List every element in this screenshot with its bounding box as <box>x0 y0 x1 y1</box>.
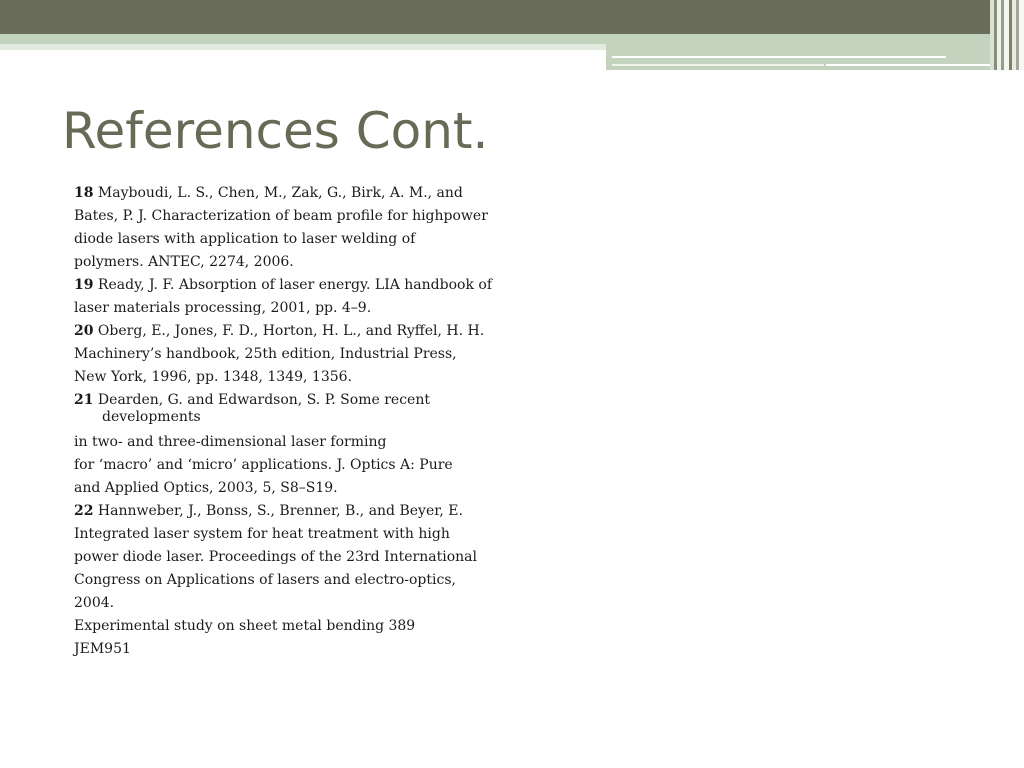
reference-text: Mayboudi, L. S., Chen, M., Zak, G., Birk, A. M., and <box>93 185 463 201</box>
reference-text: and Applied Optics, 2003, 5, S8–S19. <box>74 480 338 496</box>
reference-line <box>74 546 504 569</box>
reference-text: Integrated laser system for heat treatment with high <box>74 526 450 542</box>
slide-title: References Cont. <box>62 102 489 160</box>
reference-text: diode lasers with application to laser welding of <box>74 231 416 247</box>
reference-text: Ready, J. F. Absorption of laser energy. LIA handbook of <box>93 277 492 293</box>
header-green-bar <box>0 34 1024 44</box>
reference-text: Bates, P. J. Characterization of beam profile for highpower <box>74 208 488 224</box>
reference-line <box>74 569 504 592</box>
reference-line <box>74 366 504 389</box>
header-accent-line <box>826 64 1006 66</box>
reference-text: Oberg, E., Jones, F. D., Horton, H. L., and Ryffel, H. H. <box>93 323 485 339</box>
reference-text: Congress on Applications of lasers and electro-optics, <box>74 572 456 588</box>
header-accent-line <box>612 56 946 58</box>
reference-text: Experimental study on sheet metal bending 389 <box>74 618 416 634</box>
reference-text: 2004. <box>74 595 115 611</box>
reference-text: polymers. ANTEC, 2274, 2006. <box>74 254 294 270</box>
reference-line <box>74 251 504 274</box>
reference-line <box>74 431 504 454</box>
reference-line <box>74 638 504 661</box>
reference-text: Hannweber, J., Bonss, S., Brenner, B., and Beyer, E. <box>93 503 463 519</box>
reference-line <box>74 274 504 297</box>
reference-text: power diode laser. Proceedings of the 23rd International <box>74 549 477 565</box>
reference-list <box>74 182 504 661</box>
header-accent-line <box>612 64 824 66</box>
header-stripes <box>990 0 1024 70</box>
reference-text: in two- and three-dimensional laser forming <box>74 434 387 450</box>
reference-line <box>74 297 504 320</box>
reference-line <box>74 477 504 500</box>
reference-text: developments <box>102 409 201 425</box>
reference-text: for ‘macro’ and ‘micro’ applications. J. Optics A: Pure <box>74 457 453 473</box>
header-dark-bar <box>0 0 1024 34</box>
reference-number: 22 <box>74 503 94 519</box>
header-pale-bar <box>0 44 606 50</box>
reference-line <box>74 343 504 366</box>
reference-number: 20 <box>74 323 94 339</box>
reference-line <box>74 500 504 523</box>
reference-text: laser materials processing, 2001, pp. 4–9. <box>74 300 372 316</box>
reference-line <box>74 228 504 251</box>
reference-line <box>74 592 504 615</box>
reference-line <box>74 615 504 638</box>
reference-text: JEM951 <box>74 641 131 657</box>
reference-line <box>74 523 504 546</box>
reference-line <box>74 320 504 343</box>
reference-text: Dearden, G. and Edwardson, S. P. Some recent <box>93 392 430 408</box>
reference-text: Machinery’s handbook, 25th edition, Industrial Press, <box>74 346 457 362</box>
reference-line <box>74 205 504 228</box>
reference-number: 21 <box>74 392 94 408</box>
reference-number: 18 <box>74 185 94 201</box>
reference-number: 19 <box>74 277 94 293</box>
reference-text: New York, 1996, pp. 1348, 1349, 1356. <box>74 369 352 385</box>
reference-line <box>74 454 504 477</box>
reference-line <box>74 182 504 205</box>
